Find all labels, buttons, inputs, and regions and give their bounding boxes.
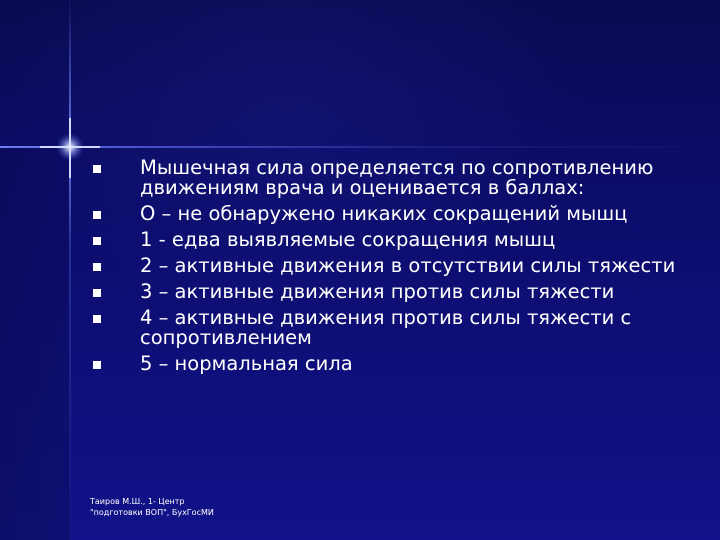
footer-line: "подготовки ВОП", БухГосМИ (90, 508, 214, 517)
bullet-list (0, 158, 720, 380)
list-item (0, 230, 680, 250)
square-bullet-icon (93, 263, 101, 271)
square-bullet-icon (93, 237, 101, 245)
list-item-text: Мышечная сила определяется по сопротивлению движениям врача и оценивается в баллах: (140, 156, 654, 199)
list-item (0, 158, 680, 198)
square-bullet-icon (93, 315, 101, 323)
square-bullet-icon (93, 211, 101, 219)
list-item (0, 308, 680, 348)
list-item-text: О – не обнаружено никаких сокращений мышц (140, 202, 628, 225)
list-item-text: 4 – активные движения против силы тяжести с сопротивлением (140, 306, 632, 349)
square-bullet-icon (93, 165, 101, 173)
square-bullet-icon (93, 361, 101, 369)
list-item-text: 5 – нормальная сила (140, 352, 353, 375)
square-bullet-icon (93, 289, 101, 297)
list-item-text: 3 – активные движения против силы тяжести (140, 280, 615, 303)
list-item (0, 282, 680, 302)
list-item-text: 2 – активные движения в отсутствии силы тяжести (140, 254, 676, 277)
list-item-text: 1 - едва выявляемые сокращения мышц (140, 228, 556, 251)
horizontal-light-line (0, 146, 720, 148)
list-item (0, 256, 680, 276)
footer-credit (90, 496, 290, 518)
list-item (0, 354, 680, 374)
footer-line: Таиров М.Ш., 1- Центр (90, 497, 185, 506)
list-item (0, 204, 680, 224)
